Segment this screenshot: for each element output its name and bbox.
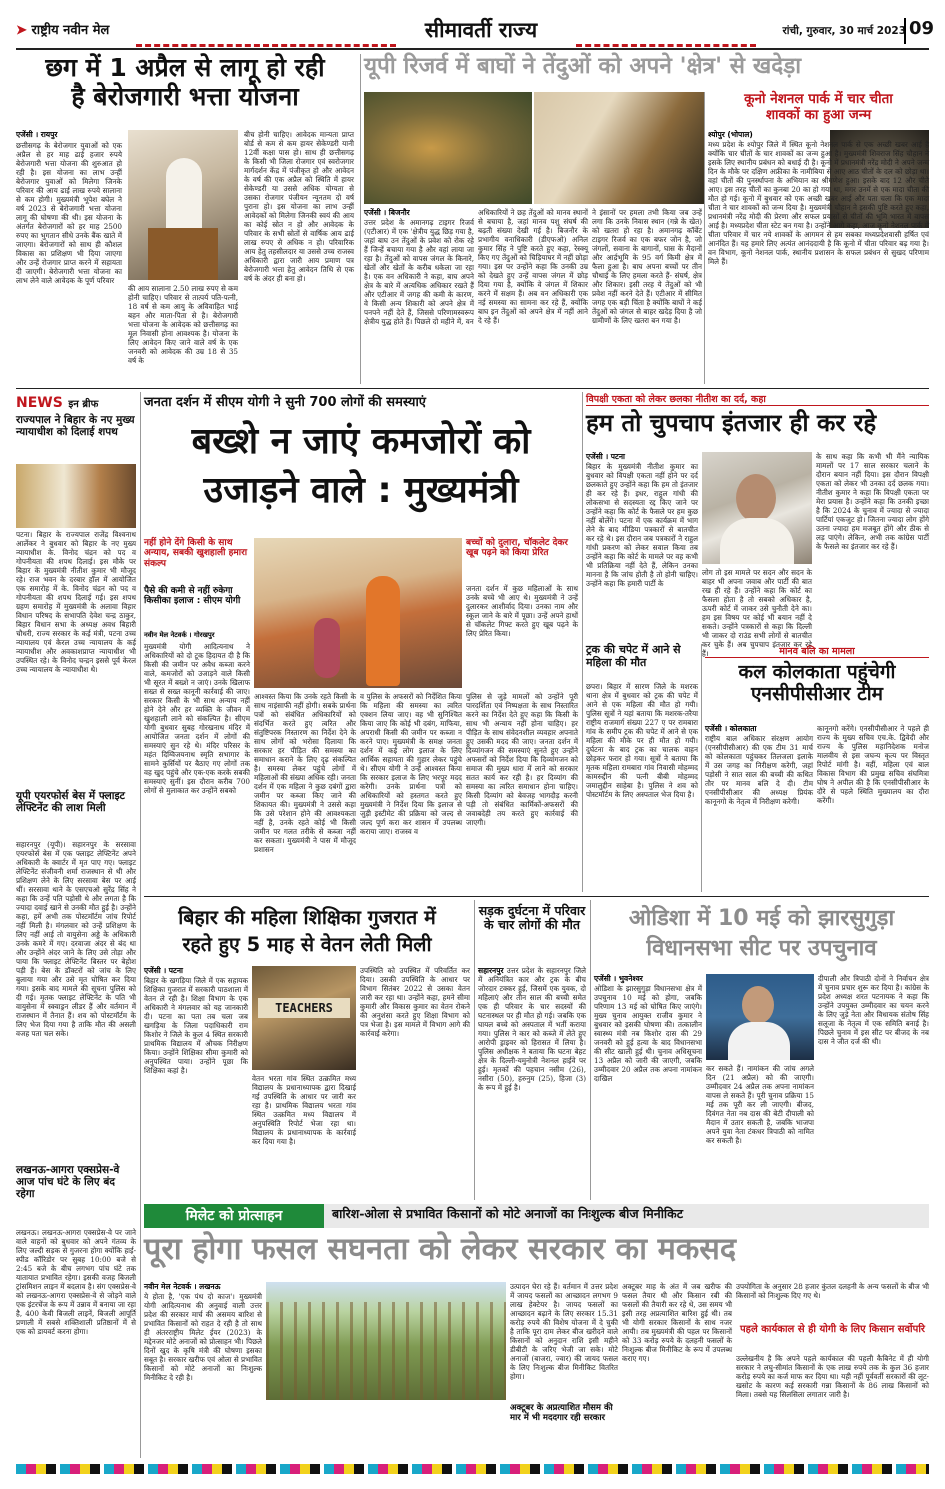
story-column: वेतन भरता गांव स्थित उत्क्रमित मध्य विद्यालय के प्रधानाध्यापक द्वारा दिखाई गई उपस्थिति के आधार पर जारी कर रहा है। प्राथमिक विद्यालय भरता गांव स्थित उत्क्रमित मध्य विद्यालय में अनुपस्थिति रिपोर्ट भेजा रहा था। विद्यालय के प्रधानाध्यापक के कार्रवाई कर दिया गया है। xyxy=(252,1074,356,1146)
story-column: अक्टूबर माह के अंत में जब खरीफ की फसल तैयार थी और किसान रबी की फसलों की तैयारी कर रहे थे, उस समय भी इसी तरह अप्रत्याशित बारिश हुई थी। तब भी योगी सरकार किसानों के साथ नजर आयी। तब मुख्यमंत्री की पहल पर किसानों को 33 करोड़ रुपये के दलहनी फसलों के निःशुल्क बीज मिनीकिट के रूप में उपलब्ध कराए गए। xyxy=(622,1282,732,1363)
story-column: दीपाली और त्रिपाठी दोनों ने निर्वाचन क्षेत्र में चुनाव प्रचार शुरू कर दिया है। कांग्रेस के प्रदेश अध्यक्ष शरत पटनायक ने कहा कि उन्होंने उपयुक्त उम्मीदवार का चयन करने के लिए जुड़े नेता और विधायक संतोष सिंह सलूजा के नेतृत्व में एक समिति बनाई है। पिछले चुनाव में इस सीट पर बीजद के नब दास ने जीत दर्ज की थी। xyxy=(818,974,929,1046)
teachers-sign: TEACHERS xyxy=(258,998,350,1018)
story-column: ओडिशा के झारसुगुड़ा विधानसभा क्षेत्र में उपचुनाव 10 मई को होगा, जबकि परिणाम 13 मई को घोषित किए जाएंगे। मुख्य चुनाव आयुक्त राजीव कुमार ने बुधवार को इसकी घोषणा की। तत्कालीन स्वास्थ्य मंत्री नब किशोर दास की 29 जनवरी को हुई हत्या के बाद विधानसभा की सीट खाली हुई थी। चुनाव अधिसूचना 13 अप्रैल को जारी की जाएगी, जबकि उम्मीदवार 20 अप्रैल तक अपना नामांकन दाखिल xyxy=(594,984,702,1083)
brief-text: पटना। बिहार के राज्यपाल राजेंद्र विश्वनाथ आर्लेकर ने बुधवार को बिहार के नए मुख्य न्यायाधीश के. विनोद चंद्रन को पद व गोपनीयता की शपथ दिलाई। इस मौके पर बिहार के मुख्यमंत्री नीतीश कुमार भी मौजूद रहे। राज भवन के दरबार हॉल में आयोजित एक समारोह में के. विनोद चंद्रन को पद व गोपनीयता की शपथ दिलाई गई। इस शपथ ग्रहण समारोह में मुख्यमंत्री के अलावा विहार विधान परिषद के सभापति देवेश चन्द्र ठाकुर, बिहार विधान सभा के अध्यक्ष अवध बिहारी चौधरी, राज्य सरकार के कई मंत्री, पटना उच्च न्यायालय एवं केरल उच्च न्यायालय के कई न्यायाधीश और अवकाशप्राप्त न्यायाधीश भी उपस्थित रहे। के विनोद चन्द्रन इससे पूर्व केरल उच्च न्यायालय के न्यायाधीश थे। xyxy=(16,530,136,674)
kicker: जनता दर्शन में सीएम योगी ने सुनी 700 लोगों की समस्याएं xyxy=(144,395,426,410)
section-title: सीमावर्ती राज्य xyxy=(424,18,538,42)
headline: बख्शे न जाएं कमजोरों को उजाड़ने वाले : मुख्यमंत्री xyxy=(191,421,531,511)
millet-stalks xyxy=(266,1302,506,1400)
headline: छग में 1 अप्रैल से लागू हो रही है बेरोजगारी भत्ता योजना xyxy=(45,53,325,111)
byline: एजेंसी । रायपुर xyxy=(16,130,58,139)
photo-teachers-sign xyxy=(252,966,356,1070)
story-column: की आय सालाना 2.50 लाख रुपए से कम होनी चाहिए। परिवार से तात्पर्य पति-पत्नी, 18 वर्ष से कम आयु के अविवाहित भाई बहन और माता-पिता से है। बेरोजगारी भत्ता योजना के आवेदक को छत्तीसगढ़ का मूल निवासी होना आवश्यक है। योजना के लिए आवेदन किए जाने वाले वर्ष के एक जनवरी को आवेदक की उम्र 18 से 35 वर्ष के xyxy=(128,284,238,365)
story-column: ने इंसानों पर हमला तभी किया जब उन्हें लगा कि उनके निवास स्थान (गन्ने के खेत) को खतरा हो रहा है। अमानगढ़ कॉर्बेट टाइगर रिजर्व का एक बफर जोन है, जो जंगलों, सवाना के बागानों, घास के मैदानों और आर्द्रभूमि के 95 वर्ग किमी क्षेत्र में फैला हुआ है। बाघ अपना बच्चों पर तीन चौथाई के लिए हमला करते हैं- संघर्ष, क्षेत्र और शिकार। इसी तरह ये तेंदुओं को भी प्रवेश नहीं करने देते हैं। एटीआर में सीमित जगह एक बड़ी चिंता है क्योंकि बाघों ने कई तेंदुओं को जंगल से बाहर खदेड़ दिया है जो ग्रामीणों के लिए खतरा बन गया है। xyxy=(592,208,702,325)
story-column: अधिकारियों ने छह तेंदुओं को मानव स्थानों से बचाया है, जहां मानव पशु संघर्ष की बढ़ती संख्या देखी गई है। बिजनौर के प्रभागीय वनाधिकारी (डीएफओ) अनिल कुमार सिंह ने पुष्टि करते हुए कहा, रेस्क्यू किए गए तेंदुओं को चिड़ियाघर में नहीं छोड़ा गया। इस पर उन्होंने कहा कि उनकी उम्र को देखते हुए उन्हें वापस जंगल में छोड़ दिया गया है, क्योंकि वे जंगल में शिकार करने में सक्षम हैं। अब वन अधिकारी एक नई समस्या का सामना कर रहे हैं, क्योंकि बाघ इन तेंदुओं को अपने क्षेत्र में नहीं आने दे रहे हैं। xyxy=(478,208,588,325)
story-column: पुलिस से जुड़े मामलों को उन्होंने पूरी पारदर्शिता एवं निष्पक्षता के साथ निस्तारित करने का निर्देश देते हुए कहा कि किसी के साथ भी अन्याय नहीं होना चाहिए। हर पीड़ित के साथ संवेदनशील व्यवहार अपनाते हुए उसकी मदद की जाए। जनता दर्शन में दिव्यांगजन की समस्याएं सुनते हुए उन्होंने अफसरों को निर्देश दिया कि दिव्यांगजन को समाज की मुख्य धारा में लाने को सरकार सतत कार्य कर रही है। हर दिव्यांग की समस्या का त्वरित समाधान होना चाहिए। किसी दिव्यांग को बेवजह भागदौड़ करनी पड़ी तो संबंधित कार्मिकों-अफसरों की जवाबदेही तय करते हुए कार्रवाई की जाएगी। xyxy=(466,692,578,827)
headline: बिहार की महिला शिक्षिका गुजरात में रहते हुए 5 माह से वेतन लेती मिली xyxy=(178,906,436,957)
news-in-brief xyxy=(16,392,136,1458)
headline: कूनो नेशनल पार्क में चार चीता शावकों का हुआ जन्म xyxy=(744,91,893,123)
photo-election-commissioner xyxy=(706,974,814,1060)
brief-text: सहारनपुर (यूपी)। सहारनपुर के सरसावा एयरफोर्स बेस में एक फ्लाइट लेफ्टिनेंट अपने अधिकारी के क्वार्टर में मृत पाए गए। फ्लाइट लेफ्टिनेंट संजीवनी शर्मा राजस्थान से थी और प्रशिक्षण लेने के लिए सरसावा बेस पर आई थीं। सरसावा थाने के एसएचओ सुरेंद्र सिंह ने कहा कि उन्हें पति पड़ोसी थे और लगता है कि ज्यादा दवाई खाने से उनकी मौत हुई है। उन्होंने कहा, हमें अभी तक पोस्टमॉर्टम जांच रिपोर्ट नहीं मिली है। मंगलवार को उन्हें प्रशिक्षण के लिए नहीं आई तो वायुसेना अड्डे के अधिकारी उनके कमरे में गए। दरवाजा अंदर से बंद था और उन्होंने अंदर जाने के लिए उसे तोड़ा और पाया कि फ्लाइट लेफ्टिनेंट बिस्तर पर बेहोश पड़ी हैं। बेस के डॉक्टरों को जांच के लिए बुलाया गया और उसे मृत घोषित कर दिया गया। इसके बाद मामले की सूचना पुलिस को दी गई। मृतक फ्लाइट लेफ्टिनेंट के पति भी वायुसेना में स्क्वाड्रन लीडर हैं और वर्तमान में राजस्थान में तैनात हैं। शव को पोस्टमॉर्टम के लिए भेज दिया गया है ताकि मौत की असली वजह पता चल सके। xyxy=(16,840,136,1038)
headline: सड़क दुर्घटना में परिवार के चार लोगों की मौत xyxy=(478,903,586,933)
page-number: 09 xyxy=(904,18,930,44)
story-column: बिहार के खगड़िया जिले में एक सहायक शिक्षिका गुजरात में सरकारी पाठशाला में वेतन ले रही है। शिक्षा विभाग के एक अधिकारी ने मंगलवार को यह जानकारी दी। पटना का पता तब चला जब खगड़िया के जिला पदाधिकारी राम किशोर ने जिले के कुल 4 स्थित सरकारी प्राथमिक विद्यालय में औचक निरीक्षण किया। उन्होंने शिक्षिका सीमा कुमारी को अनुपस्थित पाया। उन्होंने पूछा कि शिक्षिका कहां है। xyxy=(144,976,248,1075)
story-kuno-cheetah xyxy=(708,92,929,384)
photo-oath-ceremony xyxy=(16,464,136,528)
photo-millet-field xyxy=(266,1282,506,1400)
byline: नवीन मेल नेटवर्क । गोरखपुर xyxy=(144,631,215,639)
section-rule xyxy=(144,896,929,897)
kicker: विपक्षी एकता को लेकर छलका नीतीश का दर्द, कहा xyxy=(586,392,929,406)
byline: एजेंसी । कोलकाता xyxy=(705,724,757,733)
story-road-accident xyxy=(478,900,586,1200)
millet-tag: मिलेट को प्रोत्साहन xyxy=(144,1204,324,1228)
kicker: बारिश-ओला से प्रभावित किसानों को मोटे अनाजों का निःशुल्क बीज मिनीकिट xyxy=(332,1206,684,1221)
kicker: मानव बलि का मामला xyxy=(705,644,929,658)
person-face xyxy=(742,986,774,1024)
subhead: पैसे की कमी से नहीं रुकेगा किसीका इलाज : सीएम योगी xyxy=(144,586,241,607)
column-rule xyxy=(590,900,591,1200)
person-face xyxy=(736,474,776,522)
brief-headline: राज्यपाल ने बिहार के नए मुख्य न्यायाधीश को दिलाई शपथ xyxy=(16,414,135,439)
story-column: राष्ट्रीय बाल अधिकार संरक्षण आयोग (एनसीपीसीआर) की एक टीम 31 मार्च को कोलकाता पहुंचकर तिलजला इलाके में उस जगह का निरीक्षण करेगी, जहां पड़ोसी ने सात साल की बच्ची की कथित तौर पर मानव बलि दे दी। टीम एनसीपीसीआर की अध्यक्ष प्रियंक कानूनगो के नेतृत्व में निरीक्षण करेगी। xyxy=(705,734,813,806)
person-body xyxy=(728,1022,790,1060)
masthead xyxy=(16,14,935,48)
story-text: मध्य प्रदेश के श्योपुर जिले में स्थित कूनो नेशनल पार्क से एक अच्छी खबर आई है क्योंकि चार चीतों के चार शावकों का जन्म हुआ है। मुख्यमंत्री शिवराज सिंह चौहान ने इसके लिए स्थानीय प्रबंधन को बधाई दी है। कूनो में प्रधानमंत्री नरेंद्र मोदी ने अपने जन्म दिन के मौके पर दक्षिण अफ्रीका के नामीबिया से आए आठ चीतों के दल को छोड़ा था। वहां चीतों की पुनर्स्थापना के अभियान का श्रीगणेश हुआ। इसके बाद 12 और चीते आए। इस तरह चीतों का कुनबा 20 का हो गया था, मगर उनमें से एक मादा चीता की मौत हो गई। कूनो में बुधवार को एक अच्छी खबर आई और पता चला कि एक मादा चीता ने चार शावकों को जन्म दिया है। मुख्यमंत्री चौहान ने इसकी पुष्टि करते हुए कहा, प्रधानमंत्री नरेंद्र मोदी की प्रेरणा और सफल प्रयासों से चीतों की भूमि भारत में वापस आई है। मध्यप्रदेश चीता स्टेट बन गया है। उन्होंने आगे कहा, आज कूनो नेशनल पार्क में चीता परिवार में चार नये शावकों के आगमन से हम सबका मध्यप्रदेशवासी हर्षित एवं आनंदित हैं। यह हमारे लिए अत्यंत आनंददायी है कि कूनो में चीता परिवार बढ़ गया है। वन विभाग, कूनो नेशनल पार्क, स्थानीय प्रशासन के सफल प्रबंधन से सुखद परिणाम मिले हैं। xyxy=(708,140,929,266)
subhead: नहीं होने देंगे किसी के साथ अन्याय, सबकी खुशहाली हमारा संकल्प xyxy=(144,538,248,569)
byline: एजेंसी । भुवनेश्वर xyxy=(594,974,643,983)
story-column: उत्तर प्रदेश के अमानगढ़ टाइगर रिजर्व (एटीआर) में एक 'क्षेत्रीय युद्ध छिड़ गया है, जहां बाघ उन तेंदुओं के प्रवेश को रोक रहे हैं जिन्हें बचाया गया है और वहां लाया जा रहा है। तेंदुओं को वापस जंगल के किनारे, खेतों और खेतों के करीब धकेला जा रहा है। एक वन अधिकारी ने कहा, बाघ अपने क्षेत्र के बारे में अत्यधिक अधिकार रखते हैं और एटीआर में जगह की कमी के कारण, वे किसी अन्य शिकारी को अपने क्षेत्र में पनपने नहीं देते हैं, जिससे परिणामस्वरूप क्षेत्रीय युद्ध होते हैं। पिछले दो महीने में, वन xyxy=(364,218,474,326)
story-teacher-gujarat xyxy=(144,900,470,1200)
subhead: पहले कार्यकाल से ही योगी के लिए किसान सर्वोपरि xyxy=(739,1324,926,1335)
photo-nitish-kumar xyxy=(702,452,812,564)
byline: एजेंसी । पटना xyxy=(586,452,625,461)
brief-title: NEWS इन ब्रीफ xyxy=(16,395,99,411)
person-body xyxy=(720,518,794,564)
millet-banner xyxy=(144,1204,929,1228)
column-rule xyxy=(704,92,705,384)
column-rule xyxy=(701,644,702,892)
column-rule xyxy=(582,392,583,892)
story-column: के साथ कहा कि कभी भी मैंने न्यायिक मामलों पर 17 साल सरकार चलाने के दौरान बयान नहीं दिया। इस दौरान विपक्षी एकता को लेकर भी उनका दर्द छलक गया। नीतीश कुमार ने कहा कि विपक्षी एकता पर मेरा प्रयास है। उन्होंने कहा कि उनकी इच्छा है कि 2024 के चुनाव में ज्यादा से ज्यादा पार्टियां एकजुट हो। जितना ज्यादा लोग होंगे उतना ज्यादा हम मजबूत होंगे और ठीक से लड़ पाएंगे। लेकिन, अभी तक कांग्रेस पार्टी के फैसले का इंतजार कर रहे हैं। xyxy=(816,452,929,551)
headline: यूपी रिजर्व में बाघों ने तेंदुओं को अपने 'क्षेत्र' से खदेड़ा xyxy=(364,53,802,79)
photo-leopard xyxy=(364,92,532,204)
story-truck-accident xyxy=(586,644,698,892)
photo-tiger xyxy=(534,92,704,204)
story-column: उल्लेखनीय है कि अपने पहले कार्यकाल की पहली कैबिनेट में ही योगी सरकार ने लघु-सीमांत किसानों के एक लाख रुपये तक के कुल 36 हजार करोड़ रुपये का कर्ज माफ कर दिया था। यही नहीं पूर्ववर्ती सरकारों की लूट-खसोट के कारण कई सरकारी गन्ना किसानों के 86 लाख किसानों को मिला। तबसे यह सिलसिला लगातार जारी है। xyxy=(736,1354,929,1399)
story-column: लोग तो इस मामले पर सदन और सदन के बाहर भी अपना जवाब और पार्टी की बात रख ही रहे हैं। उन्होंने कहा कि कोर्ट का फैसला होता है तो सबको अधिकार है, ऊपरी कोर्ट में जाकर उसे चुनौती देने का। हम इस विषय पर कोई भी बयान नहीं दे सकते। उन्होंने पत्रकारों से कहा कि दिल्ली भी जाकर दो राउंड सभी लोगों से बातचीत कर चुके हैं। अब चुपचाप इंतजार कर रहे हैं। xyxy=(702,568,812,658)
brief-text: लखनऊ। लखनऊ-आगरा एक्सप्रेस-वे पर जाने वाले वाहनों को बुधवार को अपने गंतव्य के लिए जल्दी सड़क से गुजरना होगा क्योंकि हाई-स्पीड कॉरिडोर पर सुबह 10:00 बजे से 2:45 बजे के बीच लगभग पांच घंटे तक यातायात प्रभावित रहेगा। इसकी वजह बिजली ट्रांसमिशन लाइन में बदलाव है। संग एक्सप्रेस-वे को लखनऊ-आगरा एक्सप्रेस-वे से जोड़ने वाले एक इंटरचेंज के रूप में उन्नाव में बनाया जा रहा है, 400 केवी बिजली लाइनें, बिजली आपूर्ति प्रणाली में सबसे शक्तिशाली प्रतिष्ठानों में से एक को डायवर्ट करना होगा। xyxy=(16,1228,136,1336)
byline: एजेंसी । बिजनौर xyxy=(364,208,410,217)
story-column: छपरा। बिहार में सारण जिले के मशरक थाना क्षेत्र में बुधवार को ट्रक की चपेट में आने से एक महिला की मौत हो गयी। पुलिस सूत्रों ने यहां बताया कि मशरक-तरैया राष्ट्रीय राजमार्ग संख्या 227 ए पर रामबारा गांव के समीप ट्रक की चपेट में आने से एक महिला की मौके पर ही मौत हो गयी। दुर्घटना के बाद ट्रक का चालक वाहन छोड़कर फरार हो गया। सूत्रों ने बताया कि मृतक महिला रामबारा गांव निवासी मोहम्मद कामरुद्दीन की पत्नी बीबी मोहम्मद जमालुद्दीन साहेबा है। पुलिस ने शव को पोस्टमॉर्टम के लिए अस्पताल भेज दिया है। xyxy=(586,682,698,799)
headline: हम तो चुपचाप इंतजार ही कर रहे xyxy=(586,409,877,437)
figure-saffron xyxy=(366,576,400,686)
headline: कल कोलकाता पहुंचेगी एनसीपीसीआर टीम xyxy=(738,661,896,705)
headline: ट्रक की चपेट में आने से महिला की मौत xyxy=(586,643,681,669)
color-registration-bar xyxy=(16,1464,929,1474)
masthead-rule xyxy=(16,48,929,50)
story-column: बीच होनी चाहिए। आवेदक मान्यता प्राप्त बोर्ड से कम से कम हायर सेकेण्डरी यानी 12वीं कक्षा पास हो। साथ ही छत्तीसगढ़ के किसी भी जिला रोजगार एवं स्वरोजगार मार्गदर्शन केंद्र में पंजीकृत हो और आवेदन के वर्ष की एक अप्रैल को स्थिति में हायर सेकेण्डरी या उससे अधिक योग्यता से उसका रोजगार पंजीयन न्यूनतम दो वर्ष पुराना हो। इस योजना का लाभ उन्हीं आवेदकों को मिलेगा जिनकी स्वयं की आय का कोई स्रोत न हो और आवेदक के परिवार के सभी स्रोतों से वार्षिक आय ढाई लाख रुपए से अधिक न हो। परिवारिक आय हेतु तहसीलदार या उससे उच्च राजस्व अधिकारी द्वारा जारी आय प्रमाण पत्र बेरोजगारी भत्ता हेतु आवेदन तिथि से एक वर्ष के अंदर ही बना हो। xyxy=(244,130,354,283)
story-column: श्योपुर (भोपाल) xyxy=(708,130,753,139)
story-unemployment-allowance xyxy=(16,54,354,384)
headline: ओडिशा में 10 मई को झारसुगुड़ा विधानसभा सीट पर उपचुनाव xyxy=(628,906,895,961)
story-column: ये होता है, 'एक पंथ दो काज'। मुख्यमंत्री योगी आदित्यनाथ की अनुवाई वाली उत्तर प्रदेश की सरकार मार्च की असमय बारिश से प्रभावित किसानों को राहत दे रही है तो साथ ही अंतरराष्ट्रीय मिलेट ईयर (2023) के मद्देनजर मोटे अनाजों को प्रोत्साहन भी। पिछले दिनों खुद के कृषि मंत्री की घोषणा इसका सबूत है। सरकार खरीफ एवं ओला से प्रभावित किसानों को मोटे अनाजों का निःशुल्क मिनीकिट दे रही है। xyxy=(144,1292,262,1382)
podium xyxy=(148,228,218,280)
story-column: सहारनपुर उत्तर प्रदेश के सहारनपुर जिले में अनियंत्रित कार और ट्रक के बीच जोरदार टक्कर हुई, जिसमें एक युवक, दो महिलाएं और तीन साल की बच्ची समेत एक ही परिवार के चार सदस्यों की घटनास्थल पर ही मौत हो गई। जबकि एक घायल बच्चे को अस्पताल में भर्ती कराया गया। पुलिस ने कार को कब्जे में लेते हुए आरोपी ड्राइवर को हिरासत में लिया है। पुलिस अधीक्षक ने बताया कि घटना बेहट क्षेत्र के दिल्ली-यमुनोत्री नेशनल हाईवे पर हुई। मृतकों की पहचान नसीम (26), नसीरा (50), हरुनुम (25), हिजा (3) के रूप में हुई है। xyxy=(478,966,586,1092)
photo-cm-janata-darshan xyxy=(254,538,462,688)
section-rule xyxy=(16,388,929,389)
bird-icon: ➤ xyxy=(16,23,27,38)
byline: नवीन मेल नेटवर्क । लखनऊ xyxy=(144,1282,221,1291)
story-column: कर सकते हैं। नामांकन की जांच अगले दिन (21 अप्रैल) को की जाएगी। उम्मीदवार 24 अप्रैल तक अपना नामांकन वापस ले सकते हैं। पूरी चुनाव प्रक्रिया 15 मई तक पूरी कर ली जाएगी। बीजद, दिवंगत नेता नब दास की बेटी दीपाली को मैदान में उतार सकती है, जबकि भाजपा अपने युवा नेता टंकधर त्रिपाठी को नामित कर सकती है। xyxy=(706,1064,814,1145)
story-column: आश्वस्त किया कि उनके रहते किसी के साथ नाइंसाफी नहीं होगी। सबके प्रार्थना पत्रों को संबंधित अधिकारियों को संदर्भित करते हुए त्वरित और संतुष्टिपरक निस्तारण का निर्देश देने के साथ लोगों को भरोसा दिलाया कि सरकार हर पीड़ित की समस्या का समाधान कराने के लिए दृढ़ संकल्पित है। समस्या लेकर पहुंचे लोगों में महिलाओं की संख्या अधिक रही। जनता दर्शन में एक महिला ने कुछ दबंगों द्वारा जमीन पर कब्जा किए जाने की शिकायत की। मुख्यमंत्री ने उससे कहा कि उसे परेशान होने की आवश्यकता नहीं है, उनके रहते कोई भी किसी जमीन पर गलत तरीके से कब्जा नहीं कर सकता। मुख्यमंत्री ने पास में मौजूद प्रशासन xyxy=(254,692,356,854)
column-rule xyxy=(474,900,475,1200)
brief-headline: यूपी एयरफोर्स बेस में फ्लाइट लेफ्टिनेंट की लाश मिली xyxy=(16,790,125,815)
figure-child xyxy=(314,618,340,678)
brief-headline: लखनऊ-आगरा एक्सप्रेस-वे आज पांच घंटे के लिए बंद रहेगा xyxy=(16,1164,120,1201)
column-rule xyxy=(140,392,141,1458)
story-column: व पुलिस के अफसरों को निर्देशित किया कि महिला की समस्या का त्वरित एक्शन लिया जाए। वह भी सुनिश्चित किया जाए कि कोई भी दबंग, माफिया, अपराधी किसी की जमीन पर कब्जा न करने पाए। मुख्यमंत्री के समक्ष जनता दर्शन में कई लोग इलाज के लिए आर्थिक सहायता की गुहार लेकर पहुंचे थे। सीएम योगी ने उन्हें आश्वस्त किया कि सरकार इलाज के लिए भरपूर मदद करेगी। उनके प्रार्थना पत्रों को अधिकारियों को हस्तगत करते हुए मुख्यमंत्री ने निर्देश दिया कि इलाज से जुड़ी इस्टीमेट की प्रक्रिया को जल्द से जल्द पूर्ण करा कर शासन में उपलब्ध कराया जाए। राजस्व व xyxy=(360,692,462,836)
story-column: उत्पादन घेरा रहे हैं। वर्तमान में उत्तर प्रदेश में जायद फसलों का आच्छादन लगभग 9 लाख हेक्टेयर है। जायद फसलों का आच्छादन बढ़ाने के लिए सरकार 15.31 करोड़ रुपये की विशेष योजना में दे चुकी है ताकि पूरा दाम लेकर बीज खरीदने वाले किसानों को अनुदान राशि इसी महीने डीबीटी के जरिए भेजी जा सके। मोटे अनाजों (बाजरा, ज्वार) की जायद फसल के लिए निःशुल्क बीज मिनीकिट वितरित होगा। xyxy=(510,1282,618,1381)
story-column: मुख्यमंत्री योगी आदित्यनाथ ने अधिकारियों को दो टूक हिदायत दी है कि किसी की जमीन पर अवैध कब्जा करने वाले, कमजोरों को उजाड़ने वाले किसी भी सूरत में बख्शे न जाएं। उनके खिलाफ सख्त से सख्त कानूनी कार्रवाई की जाए। सरकार किसी के भी साथ अन्याय नहीं होने देने और हर व्यक्ति के जीवन में खुशहाली लाने को संकल्पित है। सीएम योगी बुधवार सुबह गोरखनाथ मंदिर में आयोजित जनता दर्शन में लोगों की समस्याएं सुन रहे थे। मंदिर परिसर के महंत दिग्विजयनाथ स्मृति सभागार के सामने कुर्सियों पर बैठाए गए लोगों तक वह खुद पहुंचे और एक-एक करके सबकी समस्याएं सुनीं। इस दौरान करीब 700 लोगों से मुलाकात कर उन्होंने सबको xyxy=(144,642,250,795)
story-column: जनता दर्शन में कुछ महिलाओं के साथ उनके बच्चे भी आए थे। मुख्यमंत्री ने उन्हें दुलारकर आशीर्वाद दिया। उनका नाम और स्कूल जाने के बारे में पूछा। उन्हें अपने हाथों से चॉकलेट गिफ्ट करते हुए खूब पढ़ने के लिए प्रेरित किया। xyxy=(466,584,578,638)
dateline: रांची, गुरुवार, 30 मार्च 2023 xyxy=(782,25,906,37)
story-column: छत्तीसगढ़ के बेरोजगार युवाओं को एक अप्रैल से हर माह ढाई हजार रुपये बेरोजगारी भत्ता योजना की शुरुआत हो रही है। इस योजना का लाभ उन्हीं बेरोजगार युवाओं को मिलेगा जिनके परिवार की आय ढाई लाख रुपये सालाना से कम होगी। मुख्यमंत्री भूपेश बघेल ने वर्ष 2023 से बेरोजगारी भत्ता योजना लागू की घोषणा की थी। इस योजना के अंतर्गत बेरोजगारों को हर माह 2500 रुपए का भुगतान सीधे उनके बैंक खाते में जाएगा। बेरोजगारों को साथ ही कौशल विकास का प्रशिक्षण भी दिया जाएगा और उन्हें रोजगार प्राप्त करने में सहायता दी जाएगी। बेरोजगारी भत्ता योजना का लाभ लेने वाले आवेदक के पूर्ण परिवार xyxy=(16,141,122,285)
photo-caption: अक्टूबर के अप्रत्याशित मौसम की मार में भी मददगार रही सरकार xyxy=(510,1403,613,1423)
story-column: बिहार के मुख्यमंत्री नीतीश कुमार का बुधवार को विपक्षी एकता नहीं होने पर दर्द छलकाते हुए उन्होंने कहा कि हम तो इंतजार ही कर रहे हैं। इधर, राहुल गांधी की लोकसभा से सदस्यता रद्द किए जाने पर उन्होंने कहा कि कोर्ट के फैसले पर हम कुछ नहीं बोलेंगे। पटना में एक कार्यक्रम में भाग लेने के बाद मीडिया पत्रकारों से बातचीत कर रहे थे। इस दौरान जब पत्रकारों ने राहुल गांधी प्रकरण को लेकर सवाल किया तब उन्होंने कहा कि कोर्ट के मामले पर वह कभी भी प्रतिक्रिया नहीं देते हैं, लेकिन उनका मानना है कि जांच होती है तो होनी चाहिए। उन्होंने कहा कि हमारी पार्टी के xyxy=(586,462,698,588)
story-column: उपस्थिति को उपस्थित में परिवर्तित कर दिया। उसकी उपस्थिति के आधार पर विभाग सितंबर 2022 से उसका वेतन जारी कर रहा था। उन्होंने कहा, हमने सीमा कुमारी और विकास कुमार का वेतन रोकने की अनुशंसा करते हुए शिक्षा विभाग को पत्र भेजा है। इस मामले में विभाग आगे की कार्रवाई करेगा। xyxy=(360,966,470,1038)
subhead: बच्चों को दुलारा, चॉकलेट देकर खूब पढ़ने को किया प्रेरित xyxy=(466,538,568,559)
headline: पूरा होगा फसल सघनता को लेकर सरकार का मकसद xyxy=(144,1232,737,1267)
column-rule xyxy=(360,54,361,384)
story-column: उपयोगिता के अनुसार 28 हजार कुंतल दलहनी के अन्य फसलों के बीज भी किसानों को निःशुल्क दिए गए थे। xyxy=(736,1282,929,1300)
story-column: कानूनगो करेंगे। एनसीपीसीआर ने पहले ही राज्य के मुख्य सचिव एच.के. द्विवेदी और राज्य के पुलिस महानिदेशक मनोज मालवीय से इस जघन्य कृत्य पर विस्तृत रिपोर्ट मांगी है। वहीं, महिला एवं बाल विकास विभाग की प्रमुख सचिव संघमित्रा घोष ने अपील की है कि एनसीपीसीआर के दौरे से पहले स्थिति मुख्यालय का दौरा करेंगी। xyxy=(817,724,929,805)
story-janata-darshan xyxy=(144,392,578,892)
byline: एजेंसी । पटना xyxy=(144,966,183,975)
newspaper-logo: ➤ राष्ट्रीय नवीन मेल xyxy=(16,23,110,38)
photo-cm-speaking xyxy=(128,130,238,280)
story-odisha-bypoll xyxy=(594,900,929,1200)
